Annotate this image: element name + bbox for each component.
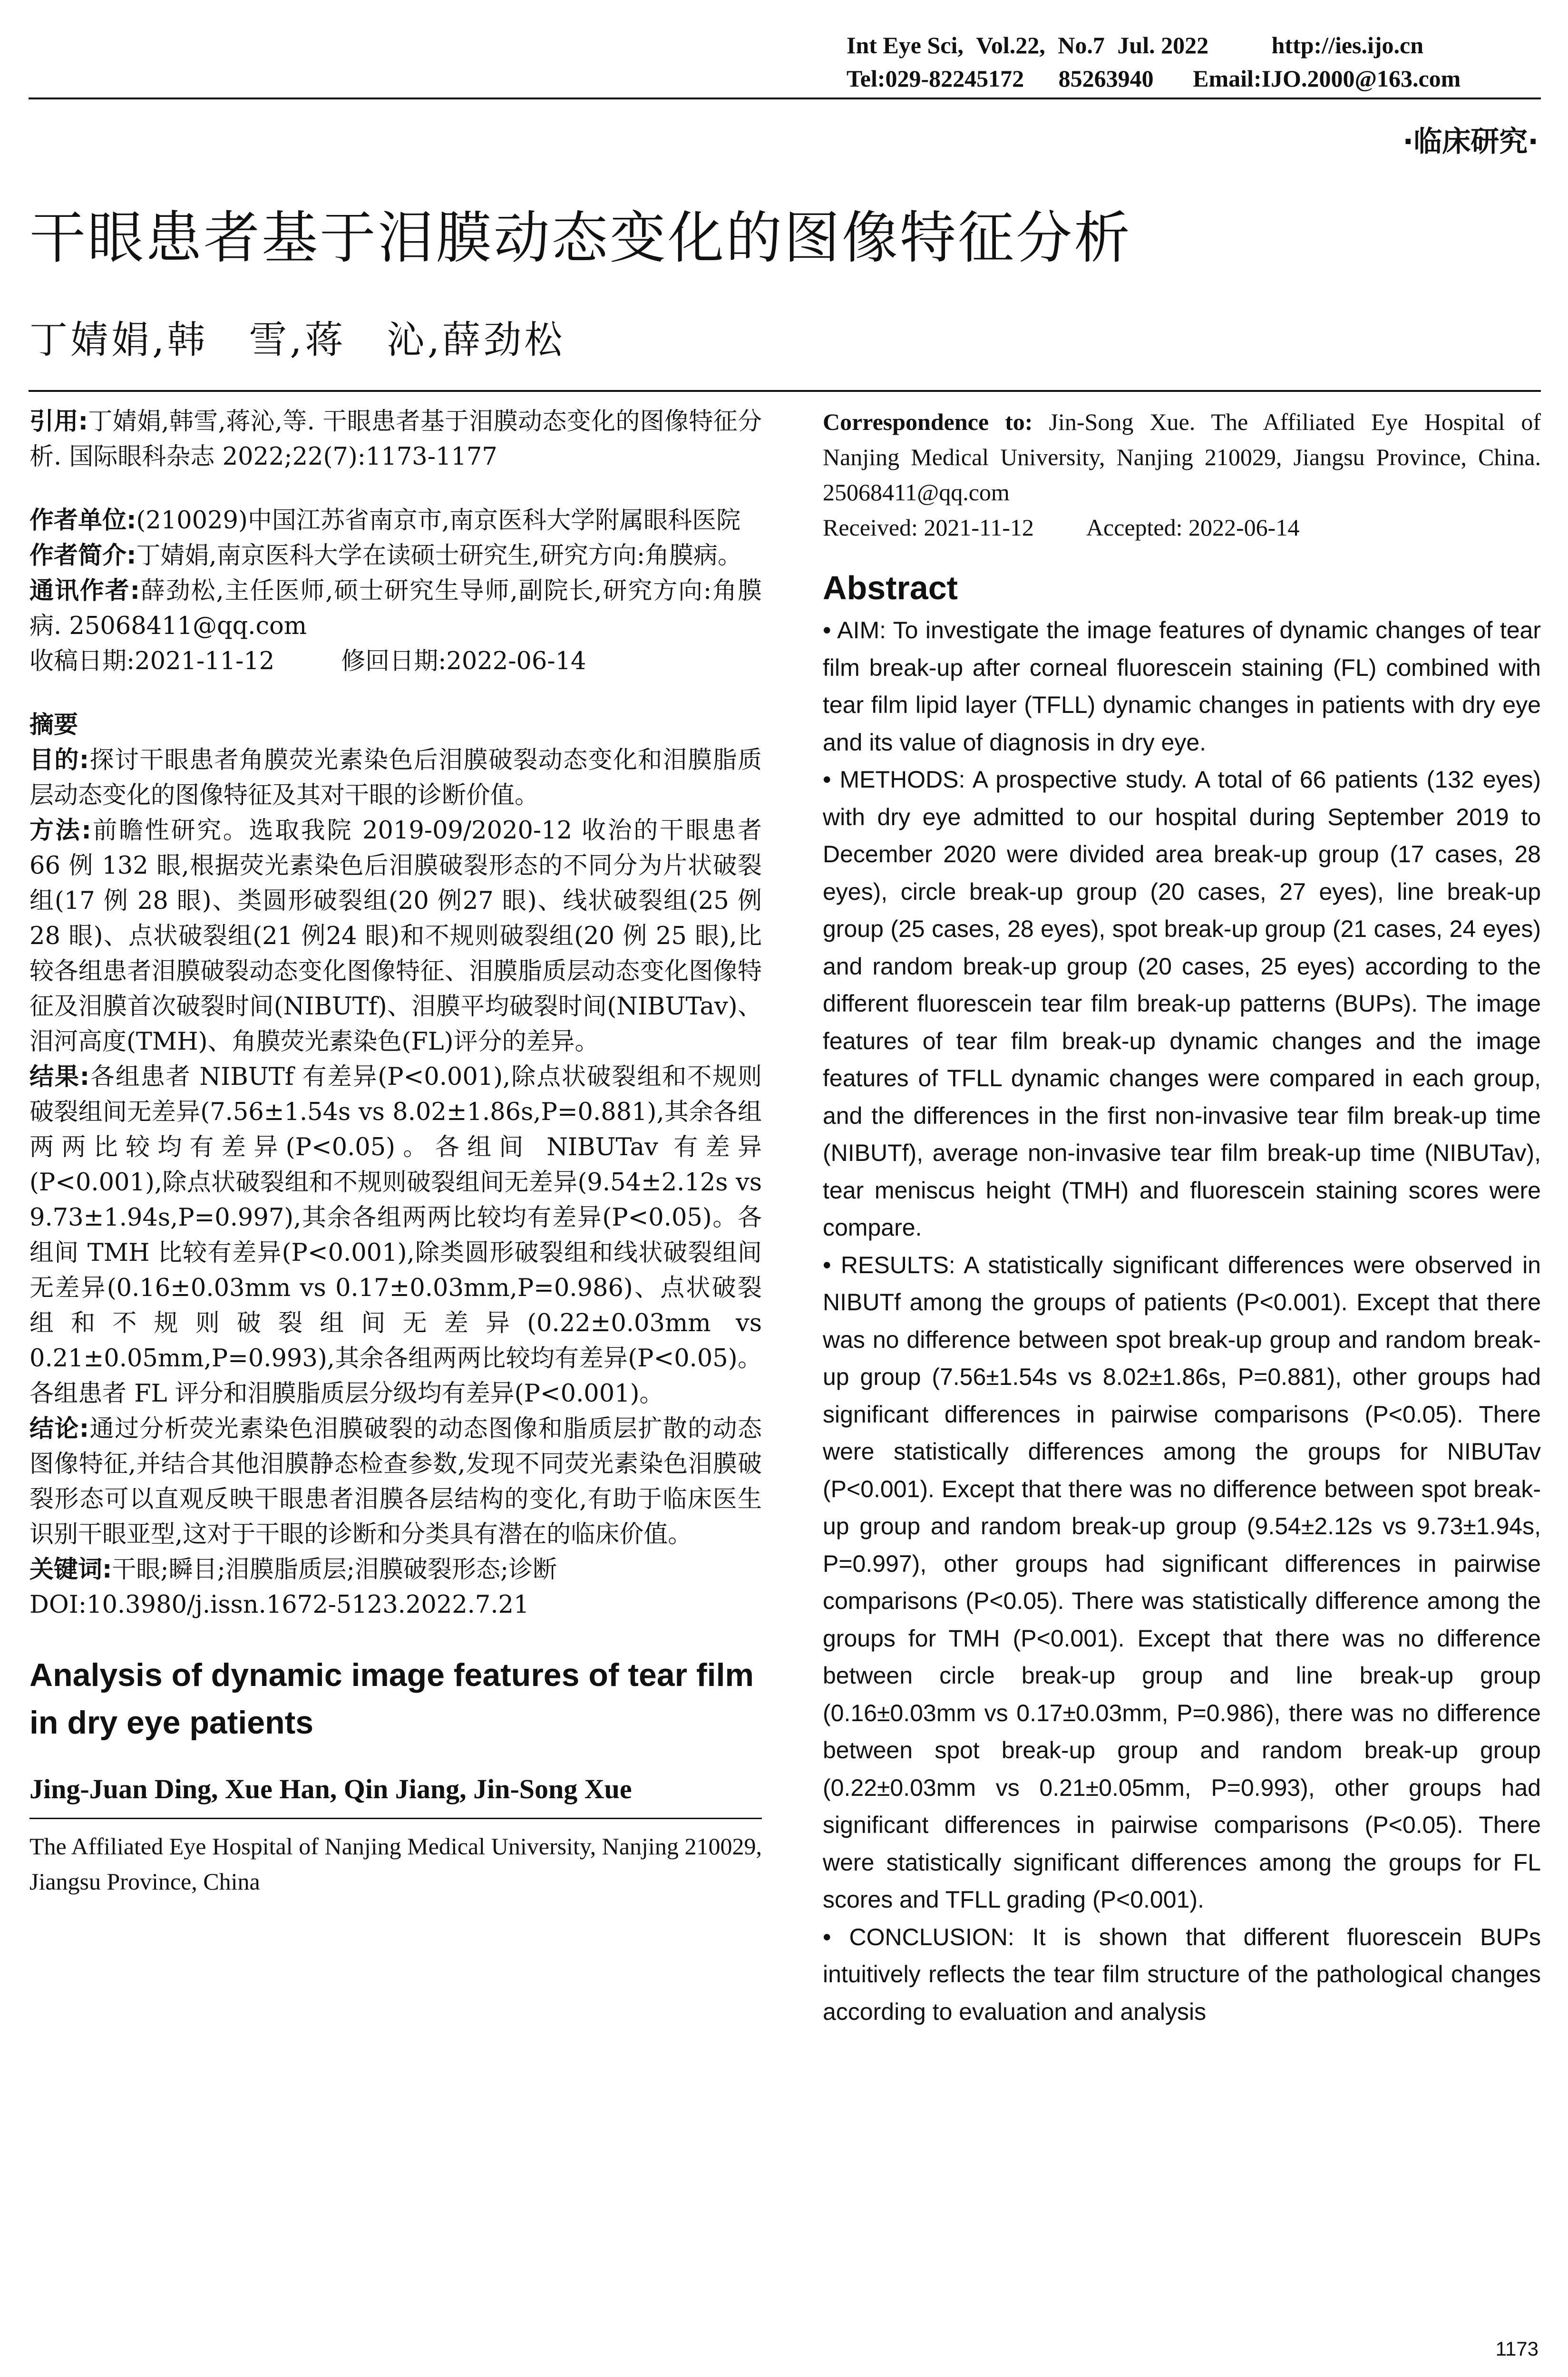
journal-issue: No.7 <box>1058 32 1105 58</box>
abstract-en-aim <box>823 612 1541 761</box>
conclusion-label: 结论: <box>29 1415 89 1443</box>
abstract-cn-aim <box>29 743 762 813</box>
methods-label: 方法: <box>29 817 91 845</box>
journal-name: Int Eye Sci, <box>847 32 964 58</box>
conclusion-en-text: It is shown that different fluorescein BUPs intuitively reflects the tear film structure of the pathological changes according to evaluation and analysis <box>823 1923 1541 2025</box>
keywords-label: 关键词: <box>29 1556 112 1584</box>
journal-email[interactable]: Email:IJO.2000@163.com <box>1193 65 1461 92</box>
title-rule <box>29 390 1541 392</box>
citation-text: 丁婧娟,韩雪,蒋沁,等. 干眼患者基于泪膜动态变化的图像特征分析. 国际眼科杂志 2022;22(7):1173-1177 <box>29 408 762 471</box>
corresponding-author-text: 薛劲松,主任医师,硕士研究生导师,副院长,研究方向:角膜病. 25068411@qq.com <box>29 577 762 640</box>
received-date-cn: 收稿日期:2021-11-12 <box>29 647 275 675</box>
affiliation-en: The Affiliated Eye Hospital of Nanjing Medical University, Nanjing 210029, Jiangsu Province, China <box>29 1833 762 1895</box>
header-rule <box>29 97 1541 99</box>
right-column <box>823 404 1541 2030</box>
affiliation-text: (210029)中国江苏省南京市,南京医科大学附属眼科医院 <box>136 507 741 535</box>
abstract-en-results <box>823 1247 1541 1919</box>
methods-en-label: • METHODS: <box>823 766 965 793</box>
methods-text: 前瞻性研究。选取我院 2019-09/2020-12 收治的干眼患者 66 例 132 眼,根据荧光素染色后泪膜破裂形态的不同分为片状破裂组(17 例 28 眼)、类圆形破裂组(20 例27 眼)、线状破裂组(25 例 28 眼)、点状破裂组(21 例24 眼)和不规则破裂组(20 例 25 眼),比较各组患者泪膜破裂动态变化图像特征、泪膜脂质层动态变化图像特征及泪膜首次破裂时间(NIBUTf)、泪膜平均破裂时间(NIBUTav)、泪河高度(TMH)、角膜荧光素染色(FL)评分的差异。 <box>29 817 762 1056</box>
conclusion-en-label: • CONCLUSION: <box>823 1923 1014 1950</box>
corresponding-author-label: 通讯作者: <box>29 577 140 605</box>
citation <box>29 404 762 475</box>
methods-en-text: A prospective study. A total of 66 patients (132 eyes) with dry eye admitted to our hospital during September 2019 to December 2020 were divided area break-up group (17 cases, 28 eyes), circle break-up group (20 cases, 27 eyes), line break-up group (25 cases, 28 eyes), spot break-up group (21 cases, 24 eyes) and random break-up group (20 cases, 25 eyes) according to the different fluorescein tear film break-up patterns (BUPs). The image features of tear film break-up dynamic changes and the image features of TFLL dynamic changes were compared in each group, and the differences in the first non-invasive tear film break-up time (NIBUTf), average non-invasive tear film break-up time (NIBUTav), tear meniscus height (TMH) and fluorescein staining scores were compare. <box>823 766 1541 1241</box>
results-en-text: A statistically significant differences were observed in NIBUTf among the groups of patients (P<0.001). Except that there was no difference between spot break-up group and random break-up group (7.56±1.54s vs 8.02±1.86s, P=0.881), other groups had significant differences in pairwise comparisons (P<0.05). There were statistically differences among the groups for NIBUTav (P<0.001). Except that there was no difference between spot break-up group and random break-up group (9.54±2.12s vs 9.73±1.94s, P=0.997), other groups had significant differences in pairwise comparisons (P<0.05). There was statistically difference among the groups for TMH (P<0.001). Except that there was no difference between circle break-up group and line break-up group (0.16±0.03mm vs 0.17±0.03mm, P=0.986), there was no difference between spot break-up group and random break-up group (0.22±0.03mm vs 0.21±0.05mm, P=0.993), other groups had significant differences in pairwise comparisons (P<0.05). There were statistically significant differences among the groups for FL scores and TFLL grading (P<0.001). <box>823 1251 1541 1913</box>
abstract-cn-methods <box>29 813 762 1060</box>
abstract-en-methods <box>823 761 1541 1247</box>
author-bio-label: 作者简介: <box>29 542 136 570</box>
keywords-cn <box>29 1552 762 1588</box>
journal-date: Jul. 2022 <box>1117 32 1209 58</box>
results-label: 结果: <box>29 1063 90 1091</box>
author-bio-cn <box>29 538 762 574</box>
revised-date-cn: 修回日期:2022-06-14 <box>341 647 586 675</box>
authors-cn: 丁婧娟,韩 雪,蒋 沁,薛劲松 <box>29 318 565 362</box>
correspondence-label: Correspondence to: <box>823 409 1033 435</box>
aim-en-label: • AIM: <box>823 617 886 643</box>
left-column <box>29 404 762 1899</box>
conclusion-text: 通过分析荧光素染色泪膜破裂的动态图像和脂质层扩散的动态图像特征,并结合其他泪膜静态检查参数,发现不同荧光素染色泪膜破裂形态可以直观反映干眼患者泪膜各层结构的变化,有助于临床医生识别干眼亚型,这对于干眼的诊断和分类具有潜在的临床价值。 <box>29 1415 762 1549</box>
aim-en-text: To investigate the image features of dynamic changes of tear film break-up after corneal fluorescein staining (FL) combined with tear film lipid layer (TFLL) dynamic changes in patients with dry eye and its value of diagnosis in dry eye. <box>823 617 1541 756</box>
abstract-cn-conclusion <box>29 1412 762 1552</box>
aim-label: 目的: <box>29 746 89 774</box>
keywords-text: 干眼;瞬目;泪膜脂质层;泪膜破裂形态;诊断 <box>112 1556 557 1584</box>
journal-header <box>847 29 1550 95</box>
abstract-cn-results <box>29 1060 762 1412</box>
authors-en: Jing-Juan Ding, Xue Han, Qin Jiang, Jin-Song Xue <box>29 1773 632 1804</box>
journal-url[interactable]: http://ies.ijo.cn <box>1271 32 1424 58</box>
results-en-label: • RESULTS: <box>823 1251 955 1278</box>
results-text: 各组患者 NIBUTf 有差异(P<0.001),除点状破裂组和不规则破裂组间无差异(7.56±1.54s vs 8.02±1.86s,P=0.881),其余各组两两比较均有差异(P<0.05)。各组间 NIBUTav 有差异(P<0.001),除点状破裂组和不规则破裂组间无差异(9.54±2.12s vs 9.73±1.94s,P=0.997),其余各组两两比较均有差异(P<0.05)。各组间 TMH 比较有差异(P<0.001),除类圆形破裂组和线状破裂组间无差异(0.16±0.03mm vs 0.17±0.03mm,P=0.986)、点状破裂组和不规则破裂组间无差异(0.22±0.03mm vs 0.21±0.05mm,P=0.993),其余各组两两比较均有差异(P<0.05)。各组患者 FL 评分和泪膜脂质层分级均有差异(P<0.001)。 <box>29 1063 762 1408</box>
citation-label: 引用: <box>29 408 88 436</box>
dates-cn <box>29 644 762 679</box>
dates-en <box>823 510 1541 545</box>
journal-header-line-2 <box>847 62 1550 95</box>
section-label: ·临床研究· <box>1402 125 1539 158</box>
article-title-cn: 干眼患者基于泪膜动态变化的图像特征分析 <box>29 205 1132 271</box>
author-bio-text: 丁婧娟,南京医科大学在读硕士研究生,研究方向:角膜病。 <box>136 542 742 570</box>
page-number: 1173 <box>1495 2338 1539 2360</box>
journal-volume: Vol.22, <box>976 32 1045 58</box>
correspondence-text: Jin-Song Xue. The Affiliated Eye Hospital of Nanjing Medical University, Nanjing 210029, Jiangsu Province, China. 25068411@qq.com <box>823 409 1541 506</box>
correspondence-en-block <box>823 404 1541 510</box>
doi[interactable]: DOI:10.3980/j.issn.1672-5123.2022.7.21 <box>29 1591 529 1619</box>
journal-header-line-1 <box>847 29 1550 62</box>
received-date-en: Received: 2021-11-12 <box>823 514 1034 541</box>
affiliation-label: 作者单位: <box>29 507 136 535</box>
journal-tel-2: 85263940 <box>1058 65 1154 92</box>
corresponding-author-cn <box>29 574 762 644</box>
article-title-en: Analysis of dynamic image features of tear film in dry eye patients <box>29 1657 754 1741</box>
accepted-date-en: Accepted: 2022-06-14 <box>1086 514 1300 541</box>
abstract-en-conclusion <box>823 1919 1541 2031</box>
abstract-en-heading: Abstract <box>823 569 958 606</box>
aim-text: 探讨干眼患者角膜荧光素染色后泪膜破裂动态变化和泪膜脂质层动态变化的图像特征及其对干眼的诊断价值。 <box>29 746 762 809</box>
affiliation-cn <box>29 503 762 538</box>
journal-tel: Tel:029-82245172 <box>847 65 1024 92</box>
abstract-cn-heading: 摘要 <box>29 711 78 739</box>
